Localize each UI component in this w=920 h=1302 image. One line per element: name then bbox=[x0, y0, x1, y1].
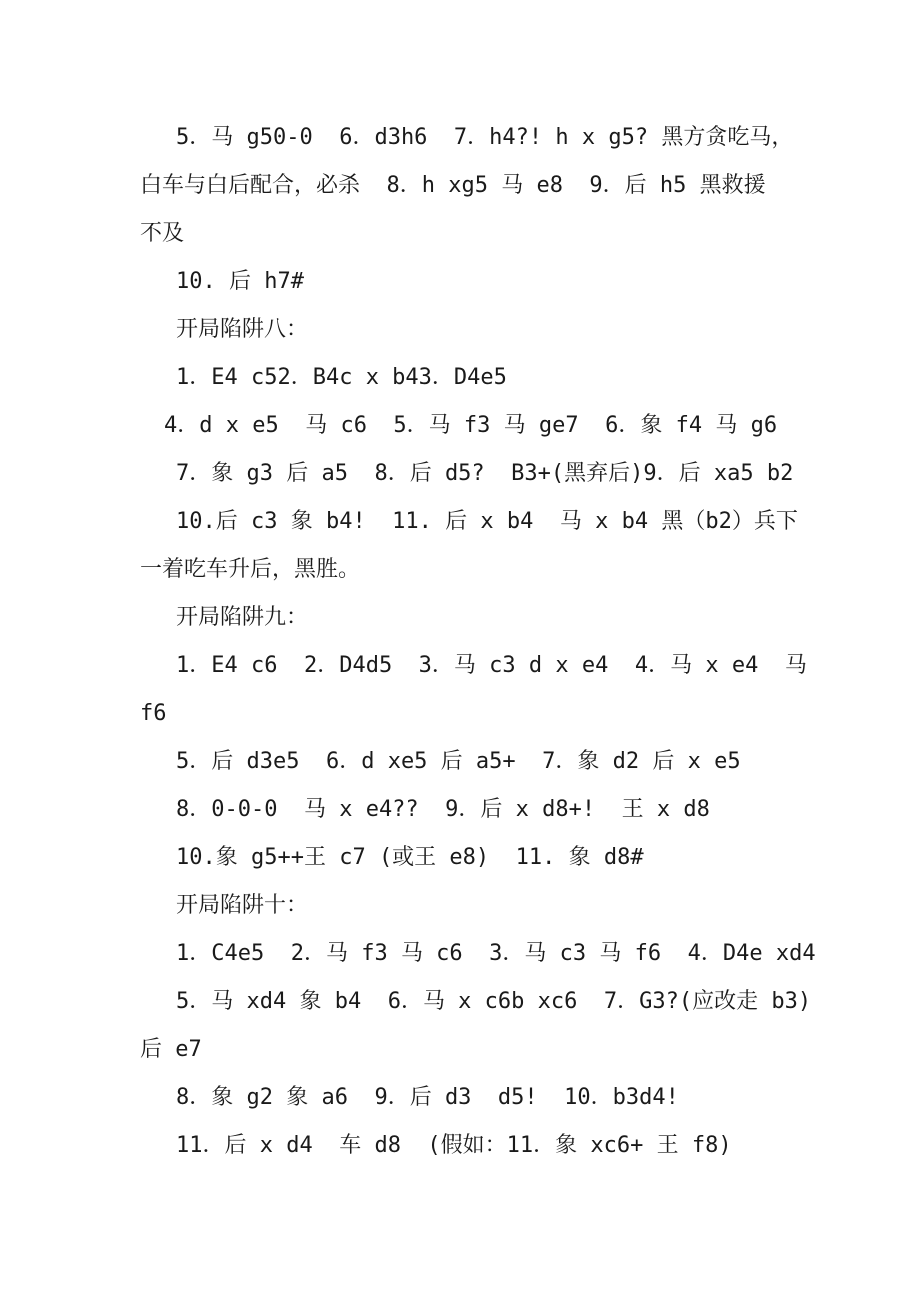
text-line: 5．马 xd4 象 b4 6．马 x c6b xc6 7．G3?(应改走 b3) bbox=[176, 989, 812, 1014]
text-line: 10. 后 h7# bbox=[176, 269, 304, 294]
section-heading: 开局陷阱十： bbox=[176, 893, 309, 918]
text-line: 10.象 g5++王 c7 (或王 e8) 11. 象 d8# bbox=[176, 845, 644, 870]
text-line: 1．C4e5 2．马 f3 马 c6 3．马 c3 马 f6 4．D4e xd4 bbox=[176, 941, 816, 966]
text-line: 1．E4 c52．B4c x b43．D4e5 bbox=[176, 365, 507, 390]
text-line: 11．后 x d4 车 d8 (假如：11．象 xc6+ 王 f8) bbox=[176, 1133, 732, 1158]
text-line: 4．d x e5 马 c6 5．马 f3 马 ge7 6．象 f4 马 g6 bbox=[164, 413, 778, 438]
text-line: 白车与白后配合，必杀 8．h xg5 马 e8 9．后 h5 黑救援 bbox=[140, 173, 766, 198]
section-heading: 开局陷阱九： bbox=[176, 605, 309, 630]
text-line: 一着吃车升后，黑胜。 bbox=[140, 557, 361, 582]
text-line: 后 e7 bbox=[140, 1037, 202, 1062]
text-line: 8．象 g2 象 a6 9．后 d3 d5! 10．b3d4! bbox=[176, 1085, 679, 1110]
text-line: 7．象 g3 后 a5 8．后 d5? B3+(黑弃后)9．后 xa5 b2 bbox=[176, 461, 794, 486]
text-line: 5．马 g50-0 6．d3h6 7．h4?! h x g5? 黑方贪吃马， bbox=[176, 125, 794, 150]
text-line: f6 bbox=[140, 701, 167, 726]
text-line: 不及 bbox=[140, 221, 185, 246]
text-line: 10.后 c3 象 b4! 11. 后 x b4 马 x b4 黑（b2）兵下 bbox=[176, 509, 798, 534]
text-line: 5．后 d3e5 6．d xe5 后 a5+ 7．象 d2 后 x e5 bbox=[176, 749, 741, 774]
text-line: 1．E4 c6 2．D4d5 3．马 c3 d x e4 4．马 x e4 马 bbox=[176, 653, 807, 678]
section-heading: 开局陷阱八： bbox=[176, 317, 309, 342]
text-line: 8．0-0-0 马 x e4?? 9．后 x d8+! 王 x d8 bbox=[176, 797, 710, 822]
